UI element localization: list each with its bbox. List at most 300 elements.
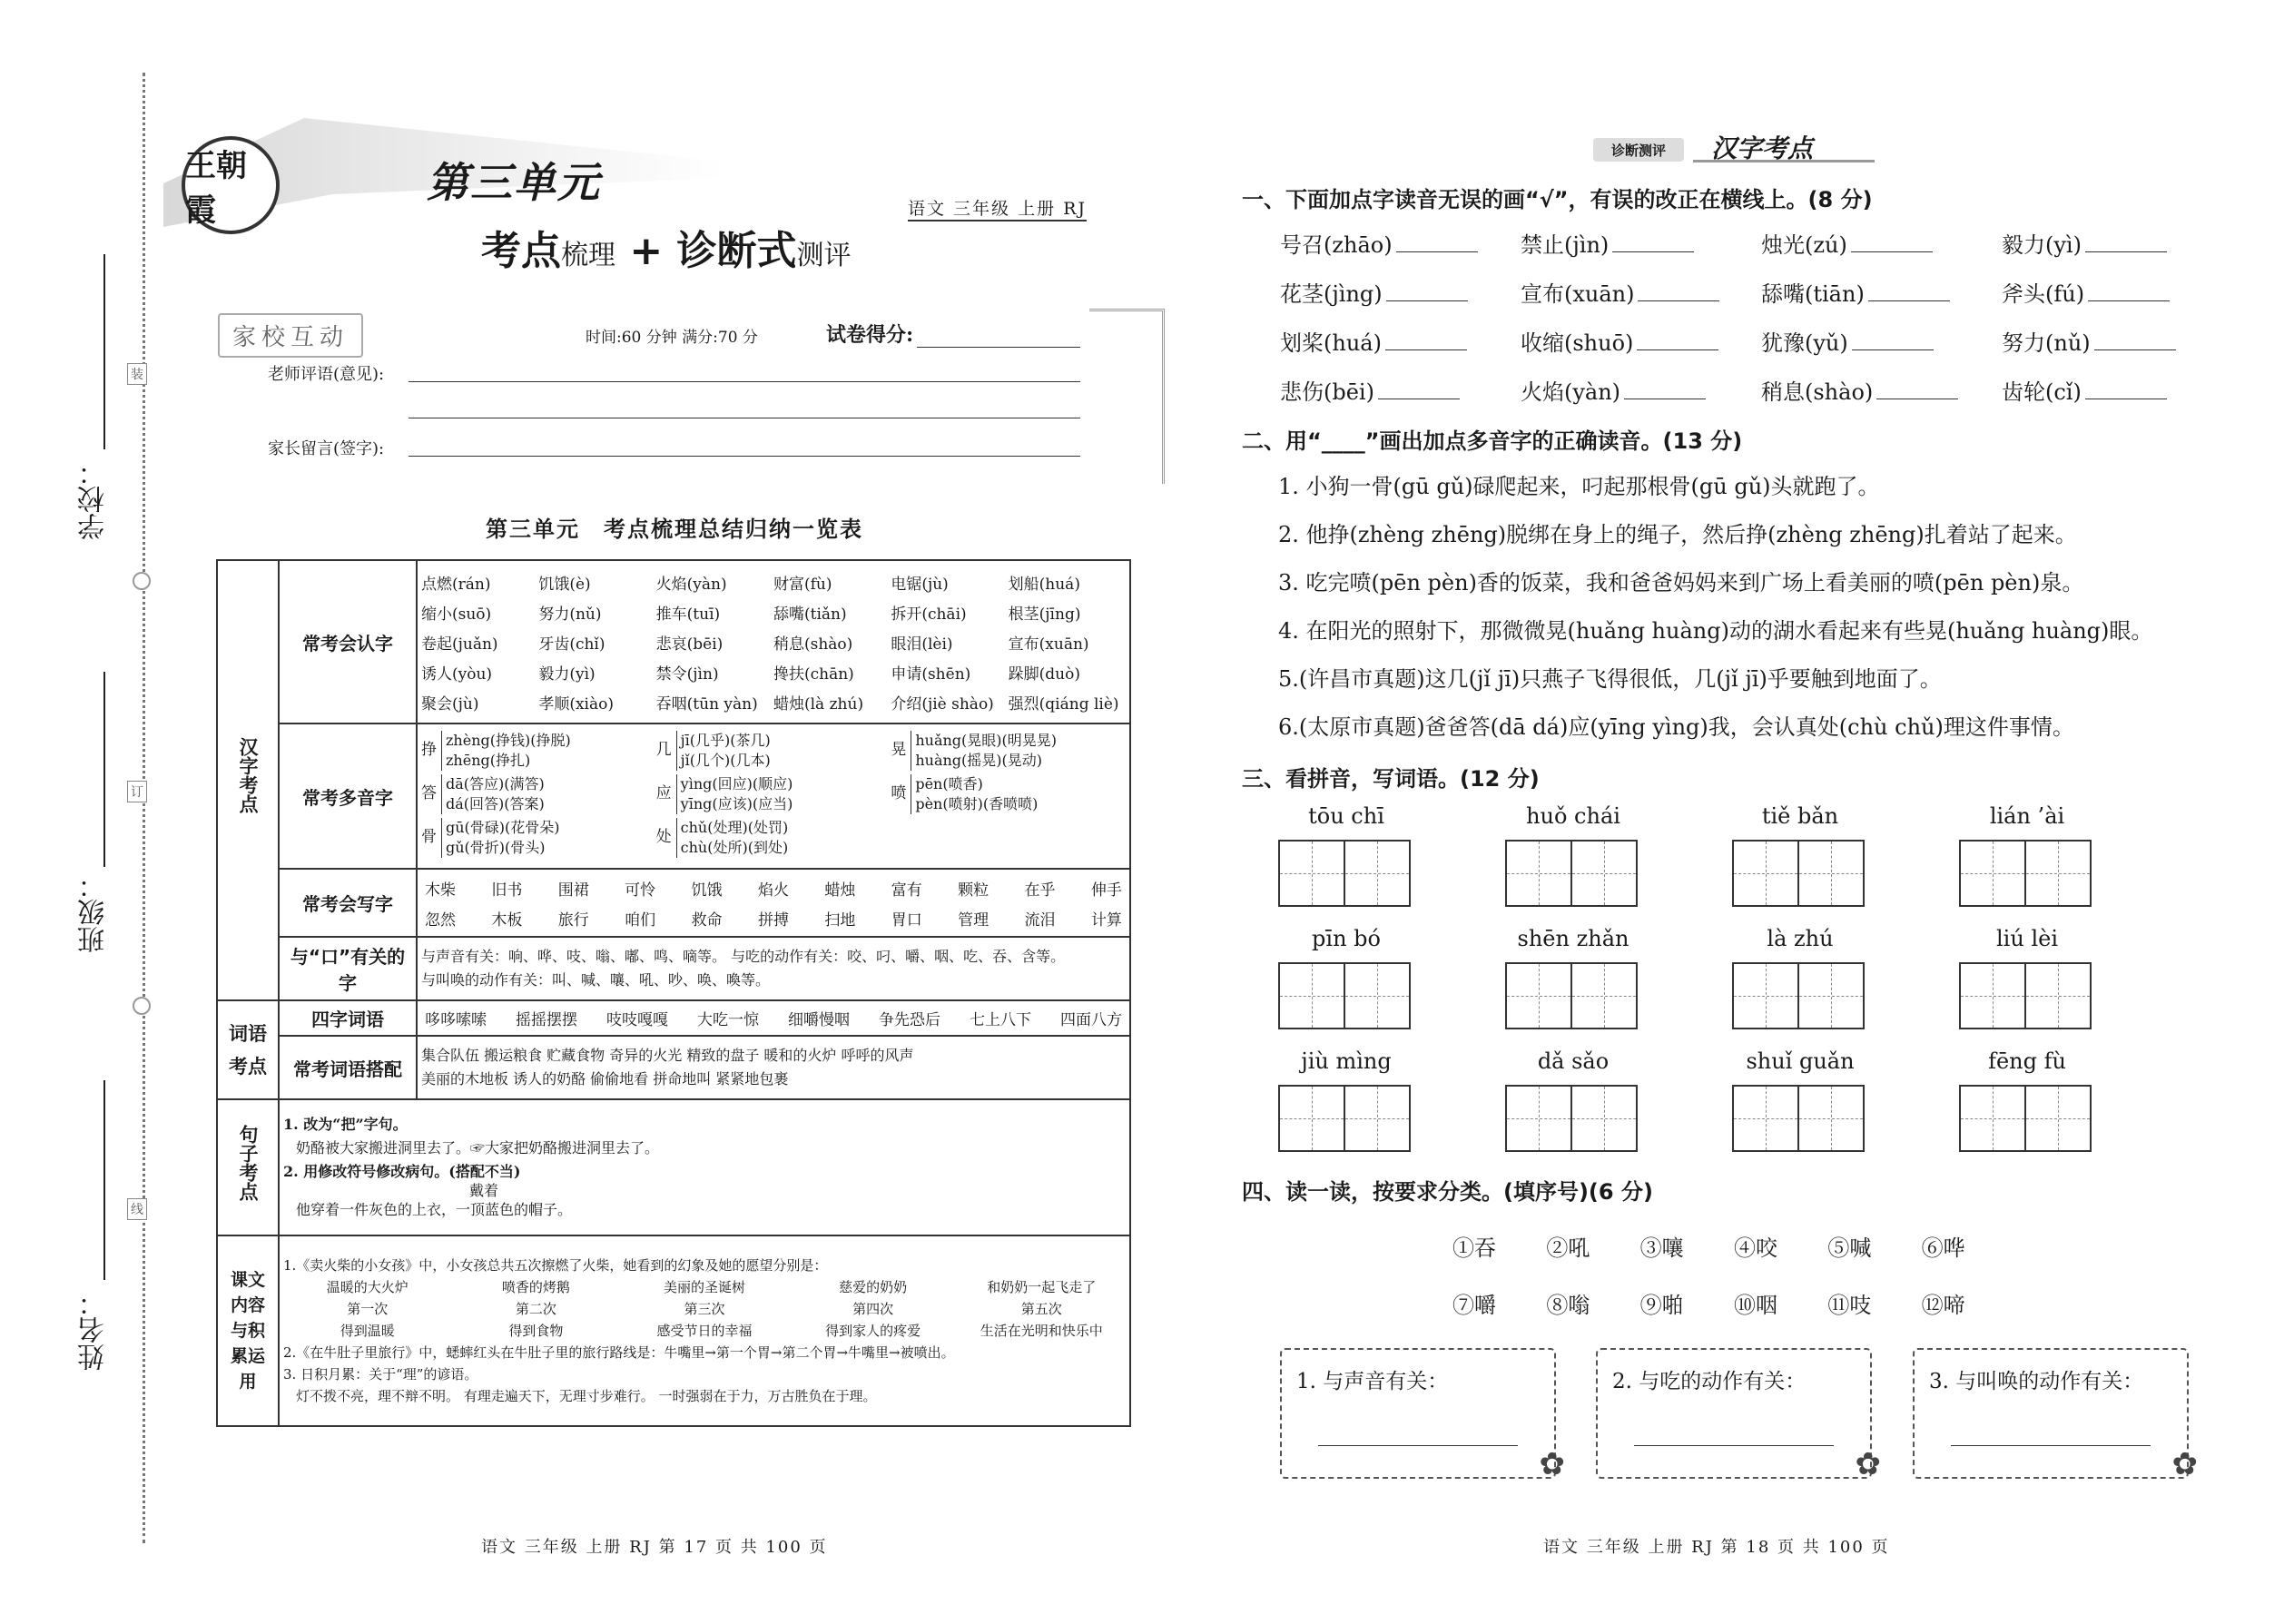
xiezi-row [421,903,1126,933]
renzi-word: 介绍(jiè shào) [891,694,994,714]
class-label: 班级： [78,871,110,953]
q4-char: ⑨啪 [1639,1293,1684,1318]
duoyin-readings [676,731,771,771]
section-hanzi [217,560,279,1000]
q1-item [1761,227,2002,259]
duoyin-group [421,818,656,858]
q3-cell [1959,926,2186,1053]
kewen-entry: 第三次 [684,1301,725,1317]
duoyin-reading: yìng(回应)(顺应) [680,775,793,792]
writing-box[interactable] [1278,962,1345,1029]
writing-box[interactable] [1345,1085,1411,1152]
duoyin-label: 常考多音字 [279,723,417,869]
kewen-entry: 美丽的圣诞树 [663,1279,745,1295]
q1-item [2002,227,2242,259]
seal-char: 线 [127,1198,147,1220]
renzi-word: 诱人(yòu) [421,664,493,684]
q1-word: 犹豫(yǔ) [1761,330,1848,356]
q3-box-pair [1278,962,1505,1029]
page-footer-left: 语文 三年级 上册 RJ 第 17 页 共 100 页 [481,1538,828,1557]
duoyin-reading: zhèng(挣钱)(挣脱) [446,732,571,749]
kou-cell [417,937,1130,1000]
q3-pinyin: jiù mìng [1301,1048,1392,1074]
q1-answer-blank[interactable] [1868,300,1950,301]
duoyin-reading: huàng(摇晃)(晃动) [915,752,1042,769]
duoyin-char: 骨 [421,828,437,846]
xiezi-word: 围裙 [557,881,589,900]
school-label: 学校： [78,458,110,540]
renzi-word: 饥饿(è) [538,575,591,594]
right-title: 汉字考点 [1711,133,1814,163]
q3-pinyin: huǒ chái [1526,803,1620,829]
q4-char: ⑫啼 [1921,1293,1965,1318]
q1-row [1280,374,2242,406]
kewen-3a: 灯不拨不亮，理不辩不明。 有理走遍天下，无理寸步难行。 一时强弱在于力，万古胜负在于理。 [296,1388,877,1404]
renzi-word: 申请(shēn) [891,664,971,684]
q1-item [1761,374,2002,406]
renzi-word: 宣布(xuān) [1008,635,1089,654]
unit-title: 第三单元 [427,158,601,207]
q3-row [1278,1048,2186,1176]
score-label: 试卷得分: [826,323,914,347]
q3-cell [1278,1048,1505,1176]
q1-item [1280,374,1521,406]
q2-sentence[interactable]: 1. 小狗一骨(gū gǔ)碌爬起来，叼起那根骨(gū gǔ)头就跑了。 [1278,474,1880,499]
renzi-word: 蜡烛(là zhú) [773,694,864,714]
summary-table-title: 第三单元 考点梳理总结归纳一览表 [486,517,863,542]
q3-pinyin: dǎ sǎo [1537,1048,1610,1074]
kewen-entry: 慈爱的奶奶 [839,1279,908,1295]
kewen-1: 1.《卖火柴的小女孩》中，小女孩总共五次擦燃了火柴，她看到的幻象及她的愿望分别是： [283,1257,828,1274]
duoyin-readings [676,774,793,814]
duoyin-column [656,731,891,861]
xiezi-word: 木板 [491,910,523,930]
summary-table [216,559,1131,1427]
renzi-word: 毅力(yì) [538,664,596,684]
teacher-comment-label: 老师评语(意见): [268,365,385,384]
q1-answer-blank[interactable] [1851,251,1933,252]
q3-box-pair [1505,962,1732,1029]
renzi-cell [417,560,1130,723]
q1-title: 一、下面加点字读音无误的画“√”，有误的改正在横线上。(8 分) [1242,187,1873,212]
q3-row [1278,803,2186,930]
q4-char: ①吞 [1452,1235,1496,1261]
q3-cell [1959,1048,2186,1176]
writing-box[interactable] [1572,962,1638,1029]
writing-box[interactable] [1505,1085,1572,1152]
writing-box[interactable] [1959,962,2026,1029]
q1-item [1280,276,1521,308]
duoyin-group [656,731,891,771]
writing-box[interactable] [1732,1085,1799,1152]
q4-char: ②吼 [1546,1235,1590,1261]
duoyin-group [656,774,891,814]
xiezi-word: 胃口 [891,910,922,930]
kewen-entry: 得到食物 [508,1323,564,1339]
q4-title: 四、读一读，按要求分类。(填序号)(6 分) [1242,1179,1653,1205]
writing-box[interactable] [1345,962,1411,1029]
xiezi-word: 拼搏 [757,910,789,930]
diagnosis-tag: 诊断测评 [1593,138,1684,162]
juzi-a1: 奶酪被大家搬进洞里去了。☞大家把奶酪搬进洞里去了。 [296,1139,660,1156]
q3-cell [1505,926,1732,1053]
renzi-word: 电锯(jù) [891,575,949,594]
sizi-word: 七上八下 [970,1011,1031,1029]
subtitle-kaodian: 考点 [481,228,561,274]
q4-answer-line[interactable] [1951,1445,2151,1446]
writing-box[interactable] [2026,962,2092,1029]
q1-item [1280,227,1521,259]
xiezi-label: 常考会写字 [279,869,417,937]
q1-word: 舔嘴(tiān) [1761,281,1865,307]
renzi-word: 搀扶(chān) [773,664,854,684]
renzi-word: 推车(tuī) [655,605,721,624]
q3-pinyin: liú lèi [1996,926,2058,951]
duoyin-group [421,774,656,814]
duoyin-char: 应 [655,784,672,802]
q2-sentence[interactable]: 2. 他挣(zhèng zhēng)脱绑在身上的绳子，然后挣(zhèng zhēng)扎着站了起来。 [1278,522,2077,547]
renzi-grid [421,566,1126,719]
dapei-cell [417,1036,1130,1099]
q3-box-pair [1959,840,2186,907]
writing-box[interactable] [1799,962,1865,1029]
writing-box[interactable] [1505,962,1572,1029]
q1-item [2002,374,2242,406]
cartoon-bee-icon: ✿ [1539,1446,1565,1482]
q4-answer-line[interactable] [1318,1445,1518,1446]
q1-item [1521,276,1761,308]
q3-cell [1732,1048,1959,1176]
binding-dotted-line [143,73,145,1543]
kewen-entry: 生活在光明和快乐中 [980,1323,1103,1339]
writing-box[interactable] [1732,962,1799,1029]
duoyin-readings [441,774,545,814]
q1-word: 收缩(shuō) [1521,330,1634,356]
xiezi-word: 焰火 [757,881,789,900]
q3-cell [1278,926,1505,1053]
writing-box[interactable] [1732,840,1799,907]
xiezi-word: 计算 [1090,910,1122,930]
renzi-word: 舔嘴(tiǎn) [773,605,847,624]
q4-answer-line[interactable] [1634,1445,1834,1446]
q1-item [1280,325,1521,357]
kou-label: 与“口”有关的字 [279,937,417,1000]
duoyin-char: 晃 [891,741,907,759]
renzi-label: 常考会认字 [279,560,417,723]
duoyin-reading: chù(处所)(到处) [680,839,789,856]
xiezi-word: 木柴 [425,881,456,900]
sizi-word: 争先恐后 [879,1011,940,1029]
xiezi-word: 流泪 [1024,910,1056,930]
duoyin-reading: dā(答应)(满答) [446,775,545,792]
renzi-word: 努力(nǔ) [538,605,602,624]
q4-char: ⑧嗡 [1546,1293,1590,1318]
xiezi-word: 旅行 [557,910,589,930]
cartoon-bee-icon: ✿ [2171,1446,2198,1482]
q1-item [1521,227,1761,259]
sizi-word: 哆哆嗦嗦 [425,1011,487,1029]
renzi-word: 根茎(jīng) [1008,605,1081,624]
renzi-word: 跺脚(duò) [1008,664,1080,684]
q4-category-box [1596,1348,1881,1482]
duoyin-reading: zhēng(挣扎) [446,752,531,769]
juzi-a2: 他穿着一件灰色的上衣，一顶蓝色的帽子。 [296,1201,573,1218]
renzi-word: 吞咽(tūn yàn) [655,694,758,714]
sizi-word: 吱吱嘎嘎 [606,1011,668,1029]
duoyin-char: 挣 [421,741,437,759]
q3-box-pair [1278,1085,1505,1152]
xiezi-cell [417,869,1130,937]
q3-cell [1505,803,1732,930]
binding-hole-icon [133,997,151,1015]
sizi-row [421,1003,1126,1033]
sizi-word: 摇摇摆摆 [516,1011,577,1029]
q1-answer-blank[interactable] [1386,300,1468,301]
duoyin-reading: gǔ(骨折)(骨头) [446,839,546,856]
renzi-word: 卷起(juǎn) [421,635,498,654]
renzi-word: 禁令(jìn) [655,664,719,684]
renzi-word: 聚会(jù) [421,694,479,714]
duoyin-group [891,774,1126,814]
xiezi-word: 旧书 [491,881,523,900]
q4-char: ⑦嚼 [1452,1293,1496,1318]
duoyin-reading: jǐ(几个)(几本) [680,752,771,769]
duoyin-reading: chǔ(处理)(处罚) [680,819,789,836]
name-label: 姓名： [78,1289,110,1371]
seal-char: 订 [127,781,147,802]
xiezi-word: 伸手 [1090,881,1122,900]
class-blank [103,672,105,867]
q1-row [1280,276,2242,308]
kewen-entry: 得到家人的疼爱 [825,1323,921,1339]
q3-pinyin: là zhú [1767,926,1834,951]
duoyin-readings [676,818,789,858]
xiezi-word: 忽然 [425,910,456,930]
duoyin-reading: yīng(应该)(应当) [680,795,793,812]
xiezi-word: 咱们 [625,910,656,930]
section-juzi [217,1099,279,1235]
subtitle-zhenduan: 诊断式 [676,228,797,274]
xiezi-word: 颗粒 [958,881,989,900]
q4-char: ⑤喊 [1827,1235,1872,1261]
kewen-entry: 得到温暖 [340,1323,395,1339]
time-score-info: 时间:60 分钟 满分:70 分 [586,329,758,347]
binding-hole-icon [133,572,151,590]
q1-word: 宣布(xuān) [1521,281,1635,307]
duoyin-reading: dá(回答)(答案) [446,795,545,812]
writing-box[interactable] [1505,840,1572,907]
q4-char-row [1452,1287,2015,1319]
q3-box-pair [1278,840,1505,907]
q1-item [2002,276,2242,308]
q4-category-label: 3. 与叫唤的动作有关： [1929,1370,2144,1393]
writing-box[interactable] [1278,840,1345,907]
q1-word: 划桨(huá) [1280,330,1382,356]
renzi-word: 财富(fù) [773,575,832,594]
kewen-entry: 第五次 [1020,1301,1062,1317]
q1-answer-blank[interactable] [1852,349,1934,350]
sizi-cell [417,1000,1130,1036]
q1-word: 火焰(yàn) [1521,379,1621,405]
kewen-2: 2.《在牛肚子里旅行》中，蟋蟀红头在牛肚子里的旅行路线是：牛嘴里→第一个胃→第二个胃→牛嘴里→被喷出。 [283,1344,955,1361]
q1-item [1761,276,2002,308]
kewen-entry: 和奶奶一起飞走了 [987,1279,1097,1295]
duoyin-group [891,731,1126,771]
duoyin-char: 喷 [891,784,907,802]
writing-box[interactable] [1572,1085,1638,1152]
q1-word: 毅力(yì) [2002,232,2082,258]
renzi-word: 火焰(yàn) [655,575,727,594]
q3-box-pair [1959,962,2186,1029]
kewen-cell [279,1235,1130,1426]
q1-answer-blank[interactable] [1612,251,1694,252]
q3-pinyin: shēn zhǎn [1517,926,1629,951]
writing-box[interactable] [1572,840,1638,907]
q2-title: 二、用“____”画出加点多音字的正确读音。(13 分) [1242,428,1743,454]
duoyin-char: 答 [421,784,437,802]
xiezi-word: 管理 [958,910,989,930]
q4-char: ⑩咽 [1734,1293,1777,1318]
juzi-q2: 2. 用修改符号修改病句。(搭配不当) [283,1163,521,1180]
duoyin-reading: jī(几乎)(茶几) [680,732,771,749]
kewen-3: 3. 日积月累：关于“理”的谚语。 [283,1366,478,1383]
q1-word: 号召(zhāo) [1280,232,1393,258]
q1-answer-blank[interactable] [2094,349,2176,350]
sizi-word: 四面八方 [1060,1011,1122,1029]
name-blank [103,1080,105,1280]
brand-logo: 王朝霞 [182,136,280,234]
q3-pinyin: lián ’ài [1989,803,2065,829]
q1-answer-blank[interactable] [2088,300,2170,301]
q2-sentence[interactable]: 3. 吃完喷(pēn pèn)香的饭菜，我和爸爸妈妈来到广场上看美丽的喷(pēn pèn)泉。 [1278,570,2084,595]
renzi-word: 孝顺(xiào) [538,694,614,714]
kewen-entry: 第二次 [515,1301,556,1317]
parent-comment-label: 家长留言(签字): [268,439,385,458]
juzi-q1: 1. 改为“把”字句。 [283,1116,408,1133]
duoyin-readings [911,731,1057,771]
q4-category-box [1280,1348,1565,1482]
q3-box-pair [1732,962,1959,1029]
duoyin-column [891,731,1126,861]
q3-pinyin: shuǐ guǎn [1746,1048,1855,1074]
duoyin-readings [441,818,560,858]
kewen-entry: 第一次 [347,1301,389,1317]
q3-cell [1959,803,2186,930]
q2-sentence[interactable]: 6.(太原市真题)爸爸答(dā dá)应(yīng yìng)我，会认真处(chù chǔ)理这件事情。 [1278,714,2074,740]
q1-word: 稍息(shào) [1761,379,1874,405]
section-hanzi-label: 汉字考点 [237,737,259,813]
q3-box-pair [1732,840,1959,907]
q2-sentence[interactable]: 4. 在阳光的照射下，那微微晃(huǎng huàng)动的湖水看起来有些晃(huǎng huàng)眼。 [1278,618,2153,644]
parent-comment-line[interactable] [409,456,1080,457]
q1-word: 烛光(zú) [1761,232,1847,258]
q3-box-pair [1959,1085,2186,1152]
renzi-word: 强烈(qiáng liè) [1008,694,1119,714]
xiezi-row [421,873,1126,903]
q3-pinyin: tōu chī [1308,803,1384,829]
kou-line: 与声音有关：响、哗、吱、嗡、嘟、鸣、嘀等。 与吃的动作有关：咬、叼、嚼、咽、吃、吞、含等。 [421,948,1066,965]
seal-char: 装 [127,363,147,385]
q1-answer-blank[interactable] [1638,300,1719,301]
q4-char: ⑥哗 [1921,1235,1965,1261]
q1-answer-blank[interactable] [2085,251,2167,252]
writing-box[interactable] [1799,1085,1865,1152]
q1-answer-blank[interactable] [1385,349,1467,350]
school-blank [103,254,105,449]
q2-sentence[interactable]: 5.(许昌市真题)这几(jǐ jī)只燕子飞得很低，几(jǐ jī)乎要触到地面了。 [1278,666,1942,692]
teacher-comment-line[interactable] [409,381,1080,382]
dapei-label: 常考词语搭配 [279,1036,417,1099]
dapei-line: 集合队伍 搬运粮食 贮藏食物 奇异的火光 精致的盘子 暖和的火炉 呼呼的风声 [421,1047,914,1064]
renzi-word: 牙齿(chǐ) [538,635,605,654]
renzi-word: 点燃(rán) [421,575,491,594]
q4-category-label: 1. 与声音有关： [1296,1370,1449,1393]
q1-answer-blank[interactable] [1637,349,1718,350]
q3-box-pair [1732,1085,1959,1152]
section-ciyu-label: 词语考点 [229,1022,267,1078]
section-juzi-label: 句子考点 [237,1124,259,1201]
duoyin-reading: gū(骨碌)(花骨朵) [446,819,560,836]
writing-box[interactable] [1959,840,2026,907]
q1-answer-blank[interactable] [1396,251,1478,252]
q1-item [1521,374,1761,406]
writing-box[interactable] [1959,1085,2026,1152]
q3-cell [1732,926,1959,1053]
xiezi-word: 救命 [691,910,723,930]
q1-row [1280,227,2242,259]
duoyin-column [421,731,656,861]
q1-word: 斧头(fú) [2002,281,2085,307]
duoyin-reading: pēn(喷香) [915,775,983,792]
renzi-word: 缩小(suō) [421,605,492,624]
duoyin-readings [441,731,571,771]
xiezi-word: 扫地 [824,910,856,930]
q1-word: 齿轮(cǐ) [2002,379,2082,405]
renzi-word: 悲哀(bēi) [655,635,724,654]
score-blank[interactable] [917,347,1080,348]
q1-item [1521,325,1761,357]
sizi-word: 大吃一惊 [697,1011,759,1029]
section-kewen-label: 课文内容与积累运用 [230,1270,265,1392]
xiezi-word: 在乎 [1024,881,1056,900]
renzi-word: 拆开(chāi) [891,605,967,624]
writing-box[interactable] [1345,840,1411,907]
cartoon-bee-icon: ✿ [1855,1446,1881,1482]
xiezi-word: 富有 [891,881,922,900]
writing-box[interactable] [2026,1085,2092,1152]
q4-category-label: 2. 与吃的动作有关： [1612,1370,1807,1393]
juzi-insert: 戴着 [469,1182,499,1199]
duoyin-cell [417,723,1130,869]
duoyin-group [656,818,891,858]
q4-char-row [1452,1230,2015,1262]
corner-decoration [1089,309,1165,484]
sizi-word: 细嚼慢咽 [788,1011,850,1029]
q3-cell [1505,1048,1732,1176]
writing-box[interactable] [1278,1085,1345,1152]
q3-box-pair [1505,840,1732,907]
writing-box[interactable] [2026,840,2092,907]
duoyin-char: 处 [655,828,672,846]
grade-meta-tag: 语文 三年级 上册 RJ [908,195,1087,221]
writing-box[interactable] [1799,840,1865,907]
q1-word: 禁止(jìn) [1521,232,1610,258]
section-ciyu [217,1000,279,1099]
q1-item [2002,325,2242,357]
kou-line: 与叫唤的动作有关：叫、喊、嚷、吼、吵、唤、喚等。 [421,971,771,989]
q3-pinyin: pīn bó [1312,926,1381,951]
xiezi-word: 可怜 [625,881,656,900]
